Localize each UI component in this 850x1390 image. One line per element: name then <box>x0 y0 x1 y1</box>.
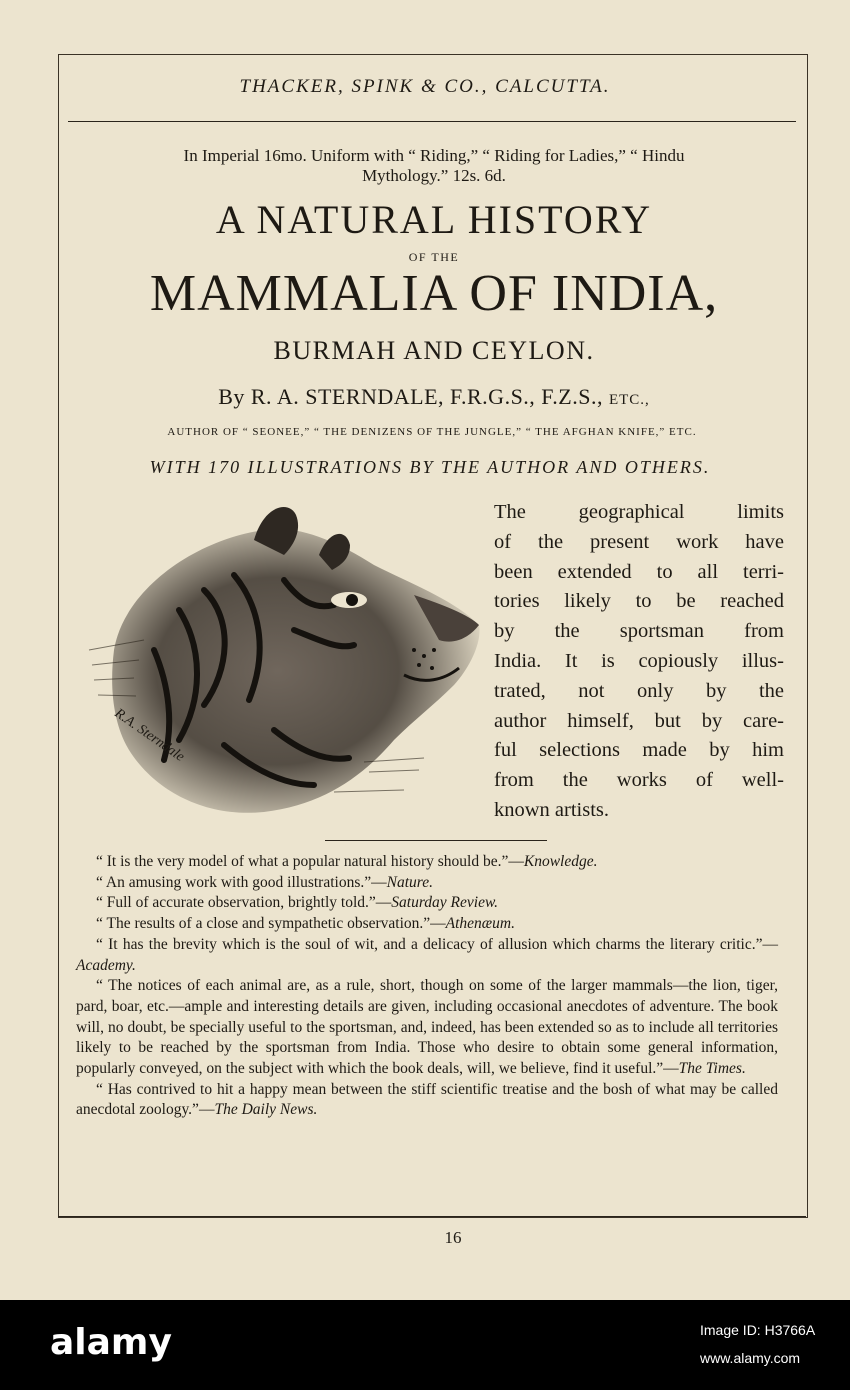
review-source: The Daily News. <box>214 1101 318 1119</box>
review-source: Academy. <box>76 956 136 974</box>
review-source: Saturday Review. <box>391 894 499 912</box>
header-rule <box>68 121 796 122</box>
review-quote <box>76 976 778 1080</box>
press-reviews <box>76 852 778 1121</box>
book-subtitle: BURMAH AND CEYLON. <box>273 336 595 365</box>
page-number: 16 <box>444 1228 462 1247</box>
review-source: Knowledge. <box>523 853 598 870</box>
review-text: “ Has contrived to hit a happy mean between the stiff scientific treatise and the bosh of what may be called anecdotal zoology.”— <box>76 1080 778 1119</box>
book-title-of-the: OF THE <box>408 250 460 264</box>
description-line: author himself, but by care- <box>494 709 784 732</box>
byline <box>0 384 850 410</box>
review-text: “ Full of accurate observation, brightly told.”— <box>96 894 392 912</box>
description-line: tories likely to be reached <box>494 590 784 613</box>
author-of-line: AUTHOR OF “ SEONEE,” “ THE DENIZENS OF THE JUNGLE,” “ THE AFGHAN KNIFE,” ETC. <box>167 426 697 438</box>
book-title-line-2: MAMMALIA OF INDIA, <box>149 265 719 322</box>
review-source: Nature. <box>386 873 433 891</box>
publisher-header: THACKER, SPINK & CO., CALCUTTA. <box>239 76 611 97</box>
review-quote <box>76 852 778 873</box>
watermark-image-id: Image ID: H3766A <box>700 1322 816 1338</box>
review-source: The Times. <box>678 1060 746 1078</box>
description-line: by the sportsman from <box>494 620 784 643</box>
review-source: Athenæum. <box>445 915 515 933</box>
illustrations-line: WITH 170 ILLUSTRATIONS BY THE AUTHOR AND OTHERS. <box>149 457 711 477</box>
edition-note <box>98 146 770 186</box>
footer-rule <box>58 1216 806 1217</box>
description-line: ful selections made by him <box>494 739 784 762</box>
edition-line-2: Mythology.” 12s. 6d. <box>362 166 506 185</box>
review-quote <box>76 935 778 976</box>
review-text: “ It has the brevity which is the soul of wit, and a delicacy of allusion which charms the literary critic.”— <box>96 935 778 953</box>
description-line: from the works of well- <box>494 769 784 792</box>
watermark-logo: alamy <box>50 1322 172 1363</box>
edition-line-1: In Imperial 16mo. Uniform with “ Riding,” “ Riding for Ladies,” “ Hindu <box>183 146 685 165</box>
review-text: “ The results of a close and sympathetic observation.”— <box>96 915 446 933</box>
review-quote <box>76 1080 778 1121</box>
section-rule <box>325 840 547 841</box>
review-quote <box>76 873 778 894</box>
review-quote <box>76 914 778 935</box>
description-line: of the present work have <box>494 530 784 553</box>
review-text: “ It is the very model of what a popular natural history should be.”— <box>96 853 524 870</box>
byline-author: By R. A. STERNDALE, F.R.G.S., F.Z.S., <box>218 384 603 409</box>
tiger-head-illustration <box>84 500 484 825</box>
description-line: trated, not only by the <box>494 679 784 702</box>
book-description <box>494 498 784 826</box>
review-text: “ An amusing work with good illustrations.”— <box>96 873 387 891</box>
description-line: known artists. <box>494 798 610 821</box>
review-text: “ The notices of each animal are, as a rule, short, though on some of the larger mammals—the lion, tiger, pard, boar, etc.—ample and interesting details are given, including occasional anecdotes of adventure. The book will, no doubt, be specially useful to the sportsman, and, indeed, has been extended so as to include all territories likely to be reached by the sportsman from India. Those who desire to obtain some general information, popularly conveyed, on the subject with which the book deals, will, we believe, find it useful.”— <box>76 977 778 1078</box>
description-line: India. It is copiously illus- <box>494 649 784 672</box>
description-line: been extended to all terri- <box>494 560 784 583</box>
book-title-line-1: A NATURAL HISTORY <box>215 197 653 242</box>
review-quote <box>76 893 778 914</box>
description-line: The geographical limits <box>494 501 784 523</box>
byline-etc: ETC., <box>608 392 650 408</box>
watermark-site: www.alamy.com <box>700 1350 801 1366</box>
watermark-band <box>0 1300 850 1390</box>
artist-signature: R.A. Sterndale <box>111 705 187 765</box>
